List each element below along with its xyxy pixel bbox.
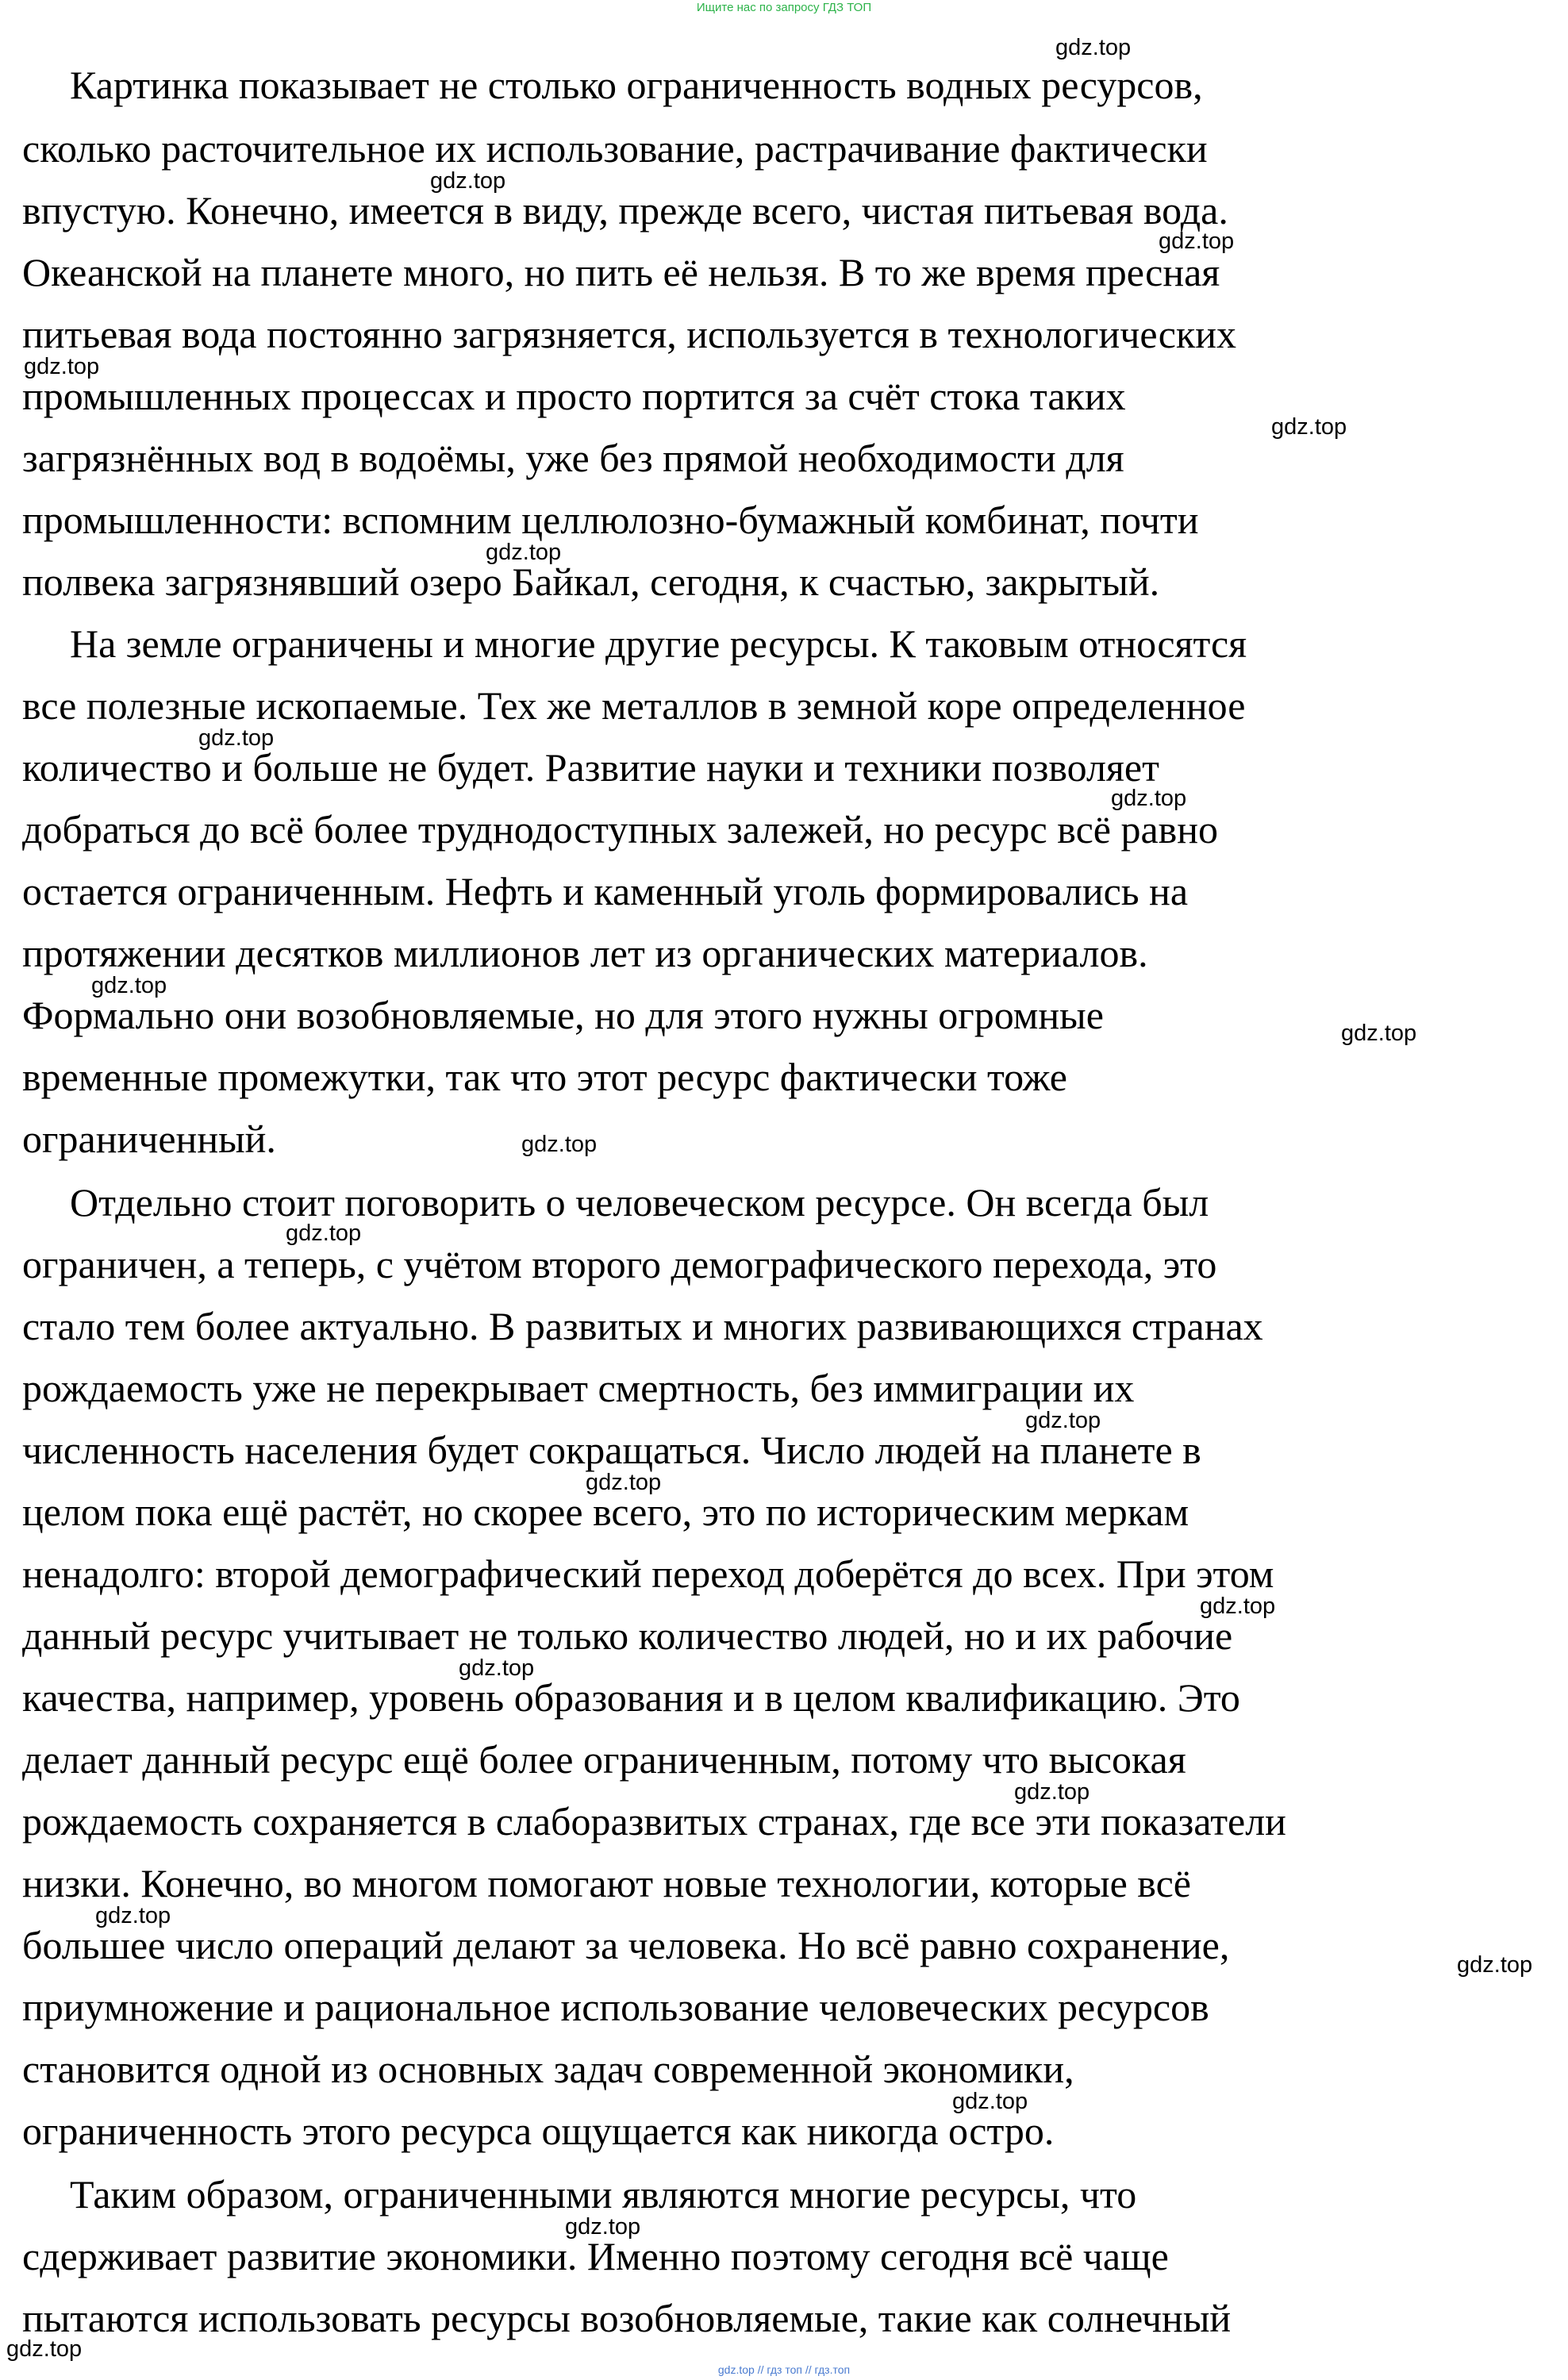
watermark: gdz.top: [1271, 414, 1347, 440]
text-line: ограниченный.: [22, 1117, 276, 1161]
text-line: данный ресурс учитывает не только количество людей, но и их рабочие: [22, 1613, 1233, 1658]
watermark: gdz.top: [1111, 786, 1187, 811]
text-line: делает данный ресурс ещё более ограниченным, потому что высокая: [22, 1737, 1186, 1782]
watermark: gdz.top: [1159, 229, 1235, 254]
text-line: протяжении десятков миллионов лет из органических материалов.: [22, 931, 1148, 975]
text-line: питьевая вода постоянно загрязняется, используется в технологических: [22, 312, 1237, 356]
watermark: gdz.top: [1025, 1408, 1101, 1433]
text-line: пытаются использовать ресурсы возобновляемые, такие как солнечный: [22, 2296, 1232, 2340]
text-line: большее число операций делают за человека. Но всё равно сохранение,: [22, 1923, 1230, 1967]
top-banner[interactable]: Ищите нас по запросу ГДЗ ТОП: [696, 1, 872, 14]
text-line: количество и больше не будет. Развитие науки и техники позволяет: [22, 745, 1159, 790]
text-line: приумножение и рациональное использование человеческих ресурсов: [22, 1985, 1209, 2029]
text-line: Формально они возобновляемые, но для этого нужны огромные: [22, 993, 1104, 1037]
watermark: gdz.top: [286, 1221, 362, 1246]
watermark: gdz.top: [952, 2089, 1028, 2114]
text-line: Океанской на планете много, но пить её нельзя. В то же время пресная: [22, 250, 1220, 294]
text-line: промышленности: вспомним целлюлозно-бумажный комбинат, почти: [22, 498, 1199, 542]
watermark: gdz.top: [1341, 1021, 1417, 1046]
watermark: gdz.top: [91, 973, 167, 998]
watermark: gdz.top: [565, 2214, 641, 2240]
text-line: остается ограниченным. Нефть и каменный уголь формировались на: [22, 869, 1189, 913]
text-line: стало тем более актуально. В развитых и многих развивающихся странах: [22, 1304, 1263, 1348]
watermark: gdz.top: [1200, 1594, 1276, 1619]
text-line: временные промежутки, так что этот ресурс фактически тоже: [22, 1055, 1067, 1099]
text-line: низки. Конечно, во многом помогают новые технологии, которые всё: [22, 1861, 1191, 1905]
text-line: рождаемость сохраняется в слаборазвитых странах, где все эти показатели: [22, 1799, 1286, 1844]
text-line: полвека загрязнявший озеро Байкал, сегодня, к счастью, закрытый.: [22, 559, 1160, 604]
text-line: становится одной из основных задач современной экономики,: [22, 2047, 1074, 2091]
watermark: gdz.top: [486, 540, 562, 565]
text-line: ограничен, а теперь, с учётом второго демографического перехода, это: [22, 1242, 1217, 1286]
text-line: впустую. Конечно, имеется в виду, прежде всего, чистая питьевая вода.: [22, 188, 1228, 233]
watermark: gdz.top: [430, 168, 506, 194]
text-line: целом пока ещё растёт, но скорее всего, это по историческим меркам: [22, 1490, 1189, 1534]
text-line: ограниченность этого ресурса ощущается как никогда остро.: [22, 2109, 1055, 2153]
watermark: gdz.top: [198, 725, 275, 751]
watermark: gdz.top: [1055, 35, 1132, 60]
watermark: gdz.top: [24, 354, 100, 379]
text-line: Картинка показывает не столько ограниченность водных ресурсов,: [70, 63, 1203, 107]
bottom-banner[interactable]: gdz.top // гдз топ // гдз.топ: [717, 2363, 851, 2376]
text-line: На земле ограничены и многие другие ресурсы. К таковым относятся: [70, 621, 1247, 666]
text-line: промышленных процессах и просто портится за счёт стока таких: [22, 374, 1126, 418]
text-line: численность населения будет сокращаться. Число людей на планете в: [22, 1428, 1201, 1472]
watermark: gdz.top: [1014, 1779, 1090, 1805]
watermark: gdz.top: [586, 1470, 662, 1495]
text-line: Таким образом, ограниченными являются многие ресурсы, что: [70, 2172, 1137, 2217]
watermark: gdz.top: [6, 2336, 83, 2362]
text-line: сдерживает развитие экономики. Именно поэтому сегодня всё чаще: [22, 2234, 1169, 2278]
watermark: gdz.top: [1457, 1952, 1533, 1978]
watermark: gdz.top: [521, 1132, 598, 1157]
text-line: загрязнённых вод в водоёмы, уже без прямой необходимости для: [22, 436, 1124, 480]
text-line: качества, например, уровень образования и в целом квалификацию. Это: [22, 1675, 1240, 1720]
watermark: gdz.top: [95, 1903, 171, 1928]
text-line: рождаемость уже не перекрывает смертность, без иммиграции их: [22, 1366, 1135, 1410]
text-line: ненадолго: второй демографический переход доберётся до всех. При этом: [22, 1551, 1274, 1596]
text-line: Отдельно стоит поговорить о человеческом ресурсе. Он всегда был: [70, 1180, 1209, 1225]
text-line: все полезные ископаемые. Тех же металлов в земной коре определенное: [22, 683, 1246, 728]
text-line: добраться до всё более труднодоступных залежей, но ресурс всё равно: [22, 807, 1219, 852]
text-line: сколько расточительное их использование, растрачивание фактически: [22, 126, 1208, 171]
watermark: gdz.top: [459, 1655, 535, 1681]
